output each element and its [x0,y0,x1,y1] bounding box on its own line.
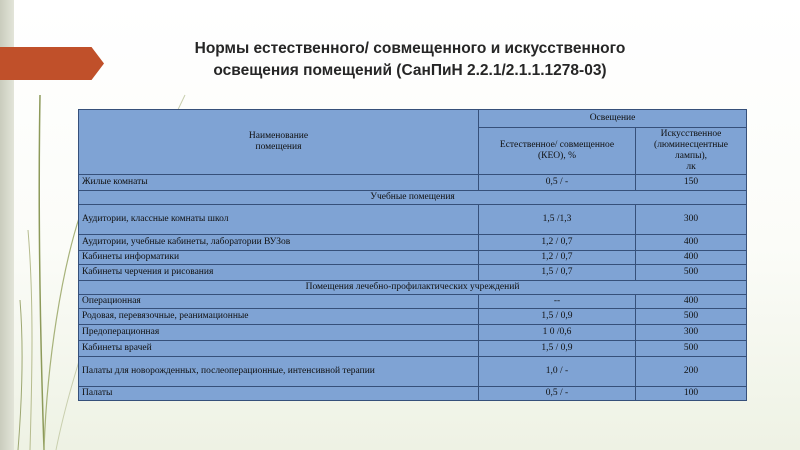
room-name-cell: Палаты для новорожденных, послеоперационные, интенсивной терапии [79,357,479,387]
room-name-cell: Кабинеты черчения и рисования [79,265,479,281]
natural-value-cell: 1,5 / 0,9 [479,309,636,325]
table-row [79,309,747,325]
table-row [79,251,747,265]
natural-value-cell: 1 0 /0,6 [479,325,636,341]
title-accent-arrow [0,47,104,80]
title-line-2: освещения помещений (СанПиН 2.2.1/2.1.1.1278-03) [213,62,607,79]
room-name-cell: Жилые комнаты [79,175,479,191]
table-row [79,235,747,251]
artificial-value-cell: 500 [636,265,747,281]
table-row [79,205,747,235]
room-name-cell: Аудитории, учебные кабинеты, лаборатории ВУЗов [79,235,479,251]
header-artificial-line2: (люминесцентные лампы), [654,140,728,161]
natural-value-cell: 0,5 / - [479,175,636,191]
header-room-name [79,110,479,175]
header-natural-line2: (КЕО), % [538,151,576,161]
table-row [79,265,747,281]
artificial-value-cell: 100 [636,387,747,401]
artificial-value-cell: 500 [636,341,747,357]
table-row [79,387,747,401]
table-row [79,325,747,341]
table-row [79,295,747,309]
natural-value-cell: -- [479,295,636,309]
natural-value-cell: 1,5 / 0,9 [479,341,636,357]
room-name-cell: Кабинеты информатики [79,251,479,265]
title-line-1: Нормы естественного/ совмещенного и искусственного [194,40,626,57]
table-row [79,357,747,387]
artificial-value-cell: 300 [636,205,747,235]
header-lighting: Освещение [479,110,747,128]
header-artificial-line1: Искусственное [660,129,722,139]
room-name-cell: Родовая, перевязочные, реанимационные [79,309,479,325]
section-title: Учебные помещения [79,191,747,205]
header-artificial-line3: лк [686,162,696,172]
artificial-value-cell: 150 [636,175,747,191]
artificial-value-cell: 300 [636,325,747,341]
table-section-row [79,281,747,295]
artificial-value-cell: 400 [636,235,747,251]
header-artificial [636,128,747,175]
artificial-value-cell: 400 [636,295,747,309]
header-room-name-line1: Наименование [248,131,309,141]
section-title: Помещения лечебно-профилактических учреждений [79,281,747,295]
room-name-cell: Аудитории, классные комнаты школ [79,205,479,235]
natural-value-cell: 1,2 / 0,7 [479,235,636,251]
header-room-name-line2: помещения [255,142,302,152]
table-row [79,175,747,191]
table-section-row [79,191,747,205]
natural-value-cell: 1,5 / 0,7 [479,265,636,281]
artificial-value-cell: 500 [636,309,747,325]
room-name-cell: Операционная [79,295,479,309]
header-natural [479,128,636,175]
lighting-norms-table [78,109,747,401]
room-name-cell: Кабинеты врачей [79,341,479,357]
room-name-cell: Предоперационная [79,325,479,341]
table-row [79,341,747,357]
page-title [150,38,670,82]
artificial-value-cell: 400 [636,251,747,265]
room-name-cell: Палаты [79,387,479,401]
header-natural-line1: Естественное/ совмещенное [499,140,615,150]
natural-value-cell: 1,5 /1,3 [479,205,636,235]
natural-value-cell: 0,5 / - [479,387,636,401]
natural-value-cell: 1,0 / - [479,357,636,387]
natural-value-cell: 1,2 / 0,7 [479,251,636,265]
artificial-value-cell: 200 [636,357,747,387]
